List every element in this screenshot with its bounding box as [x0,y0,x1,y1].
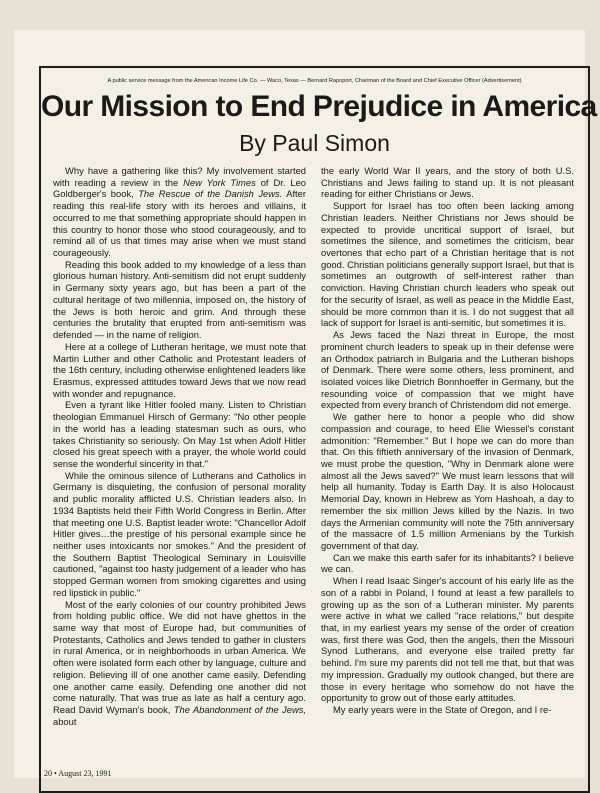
paragraph: We gather here to honor a people who did show compassion and courage, to heed Elie Wiessel's constant admonition: "Remember." But I hope we can do more than that. On this fiftieth anniversary of the invasion of Denmark, we must probe the question, "Why in Denmark alone were almost all the Jews saved?" We must learn lessons that will help all humanity. Today is Earth Day. It is also Holocaust Memorial Day, known in Hebrew as Yom Hashoah, a day to remember the six million Jews killed by the Nazis. In two days the Armenian community will note the 75th anniversary of the massacre of 1.5 million Armenians by the Turkish government of that day. [321,411,574,551]
paragraph: Support for Israel has too often been lacking among Christian leaders. Neither Christians nor Jews should be expected to provide uncritical support of Israel, but sometimes the silence, and sometimes the criticism, bear overtones that echo part of a Christian heritage that is not good. Christian politicians generally support Israel, but that is sometimes an outgrowth of self-interest rather than conviction. Having Christian church leaders who speak out for the security of Israel, as well as peace in the Middle East, should be more common than it is. I do not suggest that all lack of support for Israel is anti-semitic, but sometimes it is. [321,200,574,329]
magazine-page [14,30,597,778]
article-column-left [53,165,306,728]
paragraph: My early years were in the State of Oregon, and I re- [333,704,552,716]
article-column-right [321,165,574,716]
headline: Our Mission to End Prejudice in America [41,90,597,123]
paragraph: Even a tyrant like Hitler fooled many. Listen to Christian theologian Emmanuel Hirsch of Germany: "No other people in the world has a leading statesman such as ours, who takes Christianity so seriously. On May 1st when Adolf Hitler closed his great speech with a prayer, the whole world could sense the wonderful sincerity in that." [53,399,306,469]
paragraph: When I read Isaac Singer's account of his early life as the son of a rabbi in Poland, I found at least a few parallels to growing up as the son of a Lutheran minister. My parents were active in what we called "race relations," but despite that, in my earliest years my sense of the order of creation was, first there was God, then the angels, then the Missouri Synod Lutherans, and everyone else trailed pretty far behind. I'm sure my parents did not tell me that, but that was my impression. Gradually my outlook changed, but there are those in every heritage who somehow do not have the opportunity to grow out of those early attitudes. [321,575,574,704]
book-title: The Rescue of the Danish Jews. [138,188,283,200]
advertisement-notice: A public service message from the American Income Life Co. — Waco, Texas — Bernard Rapoport, Chairman of the Board and Chief Executive Officer (Advertisement) [107,78,522,84]
paragraph: Reading this book added to my knowledge of a less than glorious human history. Anti-semitism did not erupt suddenly in Germany sixty years ago, but has been a part of the cultural heritage of two millennia, imposed on, the history of the Jews is both heroic and grim. And through these centuries the brutality that erupted from anti-semitism was defended — in the name of religion. [53,258,306,341]
page-folio: 20 • August 23, 1991 [44,769,112,778]
publication-reference: New York Times [183,176,256,188]
paragraph: Can we make this earth safer for its inhabitants? I believe we can. [321,551,574,575]
paragraph: Most of the early colonies of our country prohibited Jews from holding public office. We did not have ghettos in the same way that most of Europe had, but communities of Protestants, Catholics and Jews tended to gather in clusters in rural America, or in neighborhoods in urban America. We often were isolated form each other by language, culture and religion. Believing ill of one another came easily. Defending one another came easily. Defending one another did not come naturally. That was true as late as half a century ago. Read David Wyman's book, The Abandonment of the Jews, about [53,598,307,727]
paragraph: the early World War II years, and the story of both U.S. Christians and Jews failing to stand up. It is not pleasant reading for either Christians or Jews. [321,165,574,200]
advertisement-frame [39,66,597,793]
byline: By Paul Simon [239,130,390,156]
book-title: The Abandonment of the Jews, [173,704,307,716]
paragraph: As Jews faced the Nazi threat in Europe, the most prominent church leaders to speak up in their defense were an Orthodox patriarch in Bulgaria and the Lutheran bishops of Denmark. There were some others, less prominent, and isolated voices like Dietrich Bonnhoeffer in Germany, but the resounding voice of compassion that we might have expected from every branch of Christendom did not emerge. [321,329,574,411]
paragraph: Here at a college of Lutheran heritage, we must note that Martin Luther and other Catholic and Protestant leaders of the 16th century, including otherwise enlightened leaders like Erasmus, expressed attitudes toward Jews that we now read with wonder and repugnance. [53,340,306,399]
paragraph: Why have a gathering like this? My involvement started with reading a review in the New York Times of Dr. Leo Goldberger's book, The Rescue of the Danish Jews. After reading this real-life story with its heroes and villains, it occurred to me that something appropriate should happen in this country to honor those who stood courageously, and to remind all of us that times may arise when we must stand courageously. [53,165,306,259]
paragraph: While the ominous silence of Lutherans and Catholics in Germany is disquieting, the confusion of personal morality and public morality afflicted U.S. Christian leaders also. In 1934 Baptists held their Fifth World Congress in Berlin. After that meeting one U.S. Baptist leader wrote: "Chancellor Adolf Hitler gives…the prestige of his personal example since he neither uses intoxicants nor smokes." And the president of the Southern Baptist Theological Seminary in Louisville cautioned, "against too hasty judgement of a leader who has stopped German women from smoking cigarettes and using red lipstick in public." [53,469,306,598]
